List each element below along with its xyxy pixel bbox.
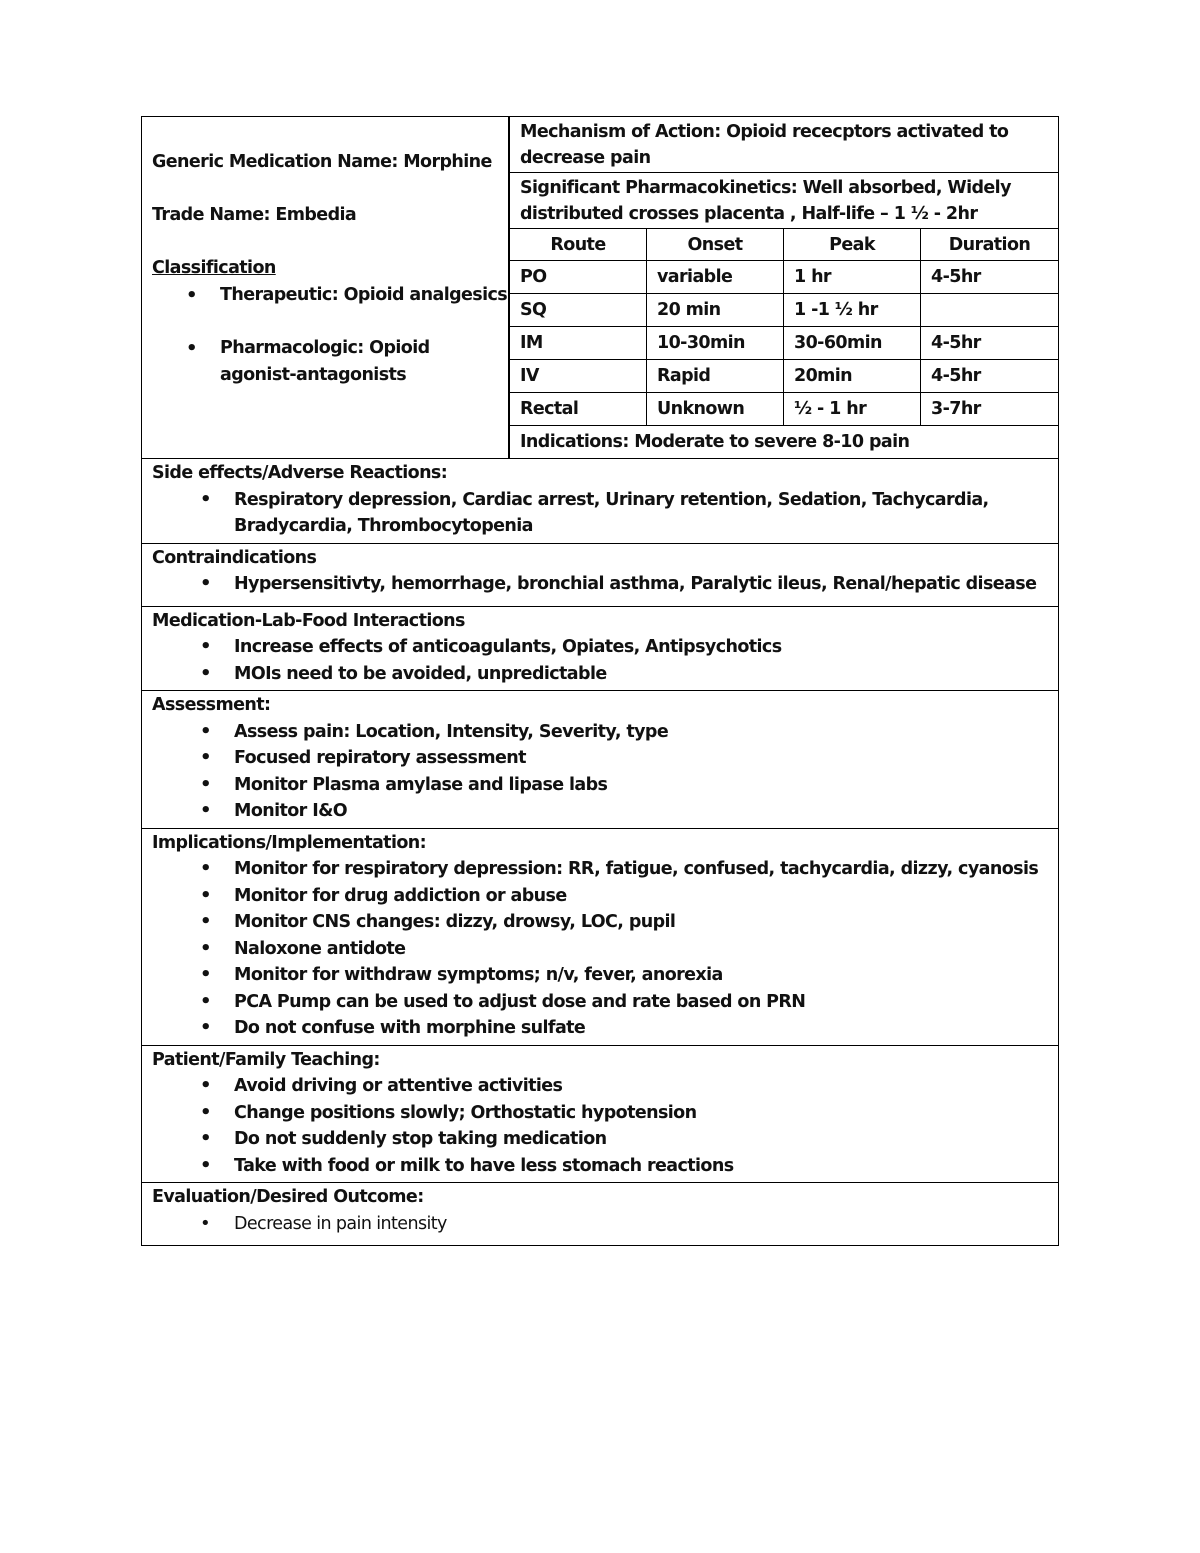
drug-card (141, 116, 1058, 1246)
col-onset: Onset (647, 229, 784, 261)
section-item: • Naloxone antidote (200, 936, 1048, 963)
section-item: • Hypersensitivty, hemorrhage, bronchial asthma, Paralytic ileus, Renal/hepatic disease (200, 571, 1048, 598)
section-item: • Monitor for respiratory depression: RR, fatigue, confused, tachycardia, dizzy, cyanosis (200, 856, 1048, 883)
section-item: • Avoid driving or attentive activities (200, 1073, 1048, 1100)
peak-cell: 30-60min (784, 327, 921, 360)
route-row-iv (510, 360, 1059, 393)
pharmacokinetics: Significant Pharmacokinetics: Well absorbed, Widely distributed crosses placenta , Half-life – 1 ½ - 2hr (510, 173, 1059, 229)
section-item: • Focused repiratory assessment (200, 745, 1048, 772)
peak-cell: ½ - 1 hr (784, 393, 921, 426)
onset-cell: variable (647, 261, 784, 294)
col-duration: Duration (921, 229, 1059, 261)
route-row-sq (510, 294, 1059, 327)
section-item: • Increase effects of anticoagulants, Opiates, Antipsychotics (200, 634, 1048, 661)
peak-cell: 1 -1 ½ hr (784, 294, 921, 327)
mechanism-of-action: Mechanism of Action: Opioid rececptors activated to decrease pain (510, 117, 1059, 173)
section-title: Assessment: (152, 695, 271, 715)
onset-cell: Unknown (647, 393, 784, 426)
section-item: • Take with food or milk to have less stomach reactions (200, 1153, 1048, 1180)
section-item: • Change positions slowly; Orthostatic hypotension (200, 1100, 1048, 1127)
pharmacology-table (509, 117, 1058, 458)
identification-cell (142, 117, 509, 459)
classification-therapeutic: • Therapeutic: Opioid analgesics (186, 282, 508, 309)
duration-cell: 4-5hr (921, 360, 1059, 393)
peak-cell: 20min (784, 360, 921, 393)
section-item: • Monitor I&O (200, 798, 1048, 825)
section-evaluation (142, 1183, 1059, 1246)
section-item: • Decrease in pain intensity (200, 1211, 1048, 1238)
section-item: • MOIs need to be avoided, unpredictable (200, 661, 1048, 688)
route-header-row (510, 229, 1059, 261)
section-title: Patient/Family Teaching: (152, 1049, 380, 1070)
route-row-rectal (510, 393, 1059, 426)
section-item: • Monitor Plasma amylase and lipase labs (200, 772, 1048, 799)
route-cell: SQ (510, 294, 647, 327)
drug-card-table (141, 116, 1059, 1246)
section-item: • Monitor for withdraw symptoms; n/v, fever, anorexia (200, 962, 1048, 989)
onset-cell: Rapid (647, 360, 784, 393)
section-item: • Monitor for drug addiction or abuse (200, 883, 1048, 910)
route-cell: PO (510, 261, 647, 294)
section-side-effects (142, 459, 1059, 544)
section-title: Side effects/Adverse Reactions: (152, 463, 448, 483)
section-title: Contraindications (152, 547, 317, 568)
classification-pharmacologic: • Pharmacologic: Opioid agonist-antagonists (186, 335, 508, 389)
section-item: • Monitor CNS changes: dizzy, drowsy, LOC, pupil (200, 909, 1048, 936)
onset-cell: 10-30min (647, 327, 784, 360)
trade-name: Trade Name: Embedia (152, 205, 357, 225)
route-row-po (510, 261, 1059, 294)
peak-cell: 1 hr (784, 261, 921, 294)
route-row-im (510, 327, 1059, 360)
duration-cell: 4-5hr (921, 261, 1059, 294)
section-item: • Respiratory depression, Cardiac arrest, Urinary retention, Sedation, Tachycardia, Bradycardia, Thrombocytopenia (200, 487, 1048, 540)
pharmacology-cell (509, 117, 1059, 459)
route-cell: Rectal (510, 393, 647, 426)
duration-cell: 4-5hr (921, 327, 1059, 360)
section-item: • Do not confuse with morphine sulfate (200, 1015, 1048, 1042)
section-implementation (142, 828, 1059, 1045)
col-peak: Peak (784, 229, 921, 261)
section-teaching (142, 1045, 1059, 1183)
section-assessment (142, 691, 1059, 829)
section-item: • Do not suddenly stop taking medication (200, 1126, 1048, 1153)
section-title: Evaluation/Desired Outcome: (152, 1187, 424, 1207)
section-title: Implications/Implementation: (152, 832, 427, 853)
classification-title: Classification (152, 258, 276, 278)
section-interactions (142, 606, 1059, 691)
section-item: • PCA Pump can be used to adjust dose and rate based on PRN (200, 989, 1048, 1016)
generic-name: Generic Medication Name: Morphine (152, 152, 492, 172)
section-contraindications (142, 543, 1059, 606)
section-title: Medication-Lab-Food Interactions (152, 610, 465, 631)
section-item: • Assess pain: Location, Intensity, Severity, type (200, 719, 1048, 746)
onset-cell: 20 min (647, 294, 784, 327)
route-cell: IV (510, 360, 647, 393)
col-route: Route (510, 229, 647, 261)
duration-cell (921, 294, 1059, 327)
duration-cell: 3-7hr (921, 393, 1059, 426)
route-cell: IM (510, 327, 647, 360)
indications: Indications: Moderate to severe 8-10 pain (510, 426, 1059, 459)
